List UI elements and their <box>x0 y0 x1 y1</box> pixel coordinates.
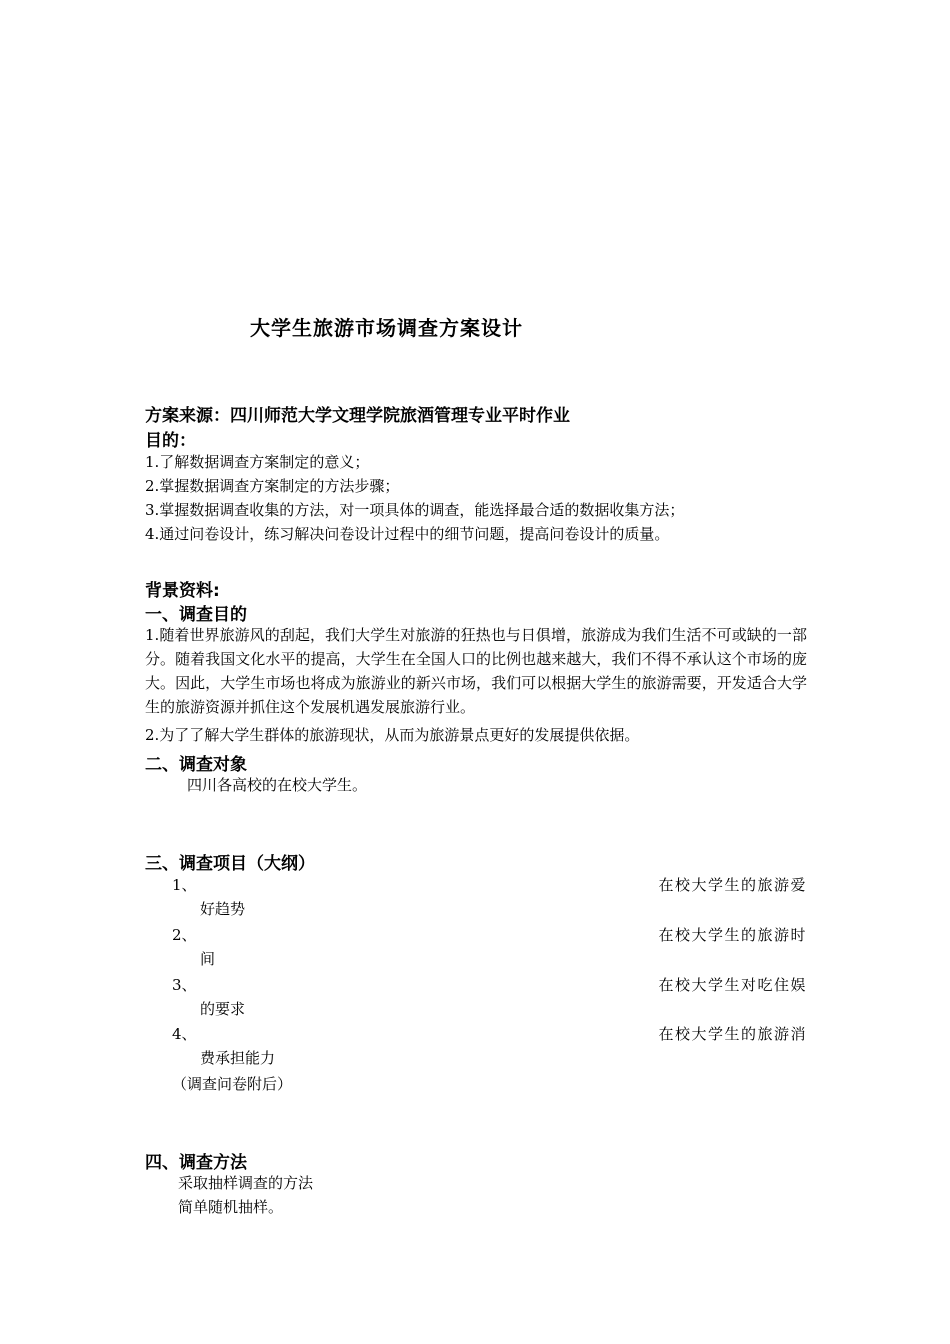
purpose-item: 1.了解数据调查方案制定的意义； <box>145 453 370 471</box>
method-line-2: 简单随机抽样。 <box>178 1198 284 1216</box>
objective-paragraph-1: 1.随着世界旅游风的刮起，我们大学生对旅游的狂热也与日俱增，旅游成为我们生活不可或缺的一部分。随着我国文化水平的提高，大学生在全国人口的比例也越来越大，我们不得不承认这个市场的庞大。因此，大学生市场也将成为旅游业的新兴市场，我们可以根据大学生的旅游需要，开发适合大学生的旅游资源并抓住这个发展机遇发展旅游行业。 <box>145 626 807 716</box>
outline-item-number: 3、 <box>172 976 197 994</box>
outline-item <box>145 1022 807 1072</box>
outline-item-text: 在校大学生对吃住娱 <box>658 976 807 994</box>
outline-item-number: 4、 <box>172 1025 197 1043</box>
section-heading-method: 四、调查方法 <box>145 1153 247 1173</box>
purpose-list <box>145 450 807 546</box>
outline-item-number: 2、 <box>172 926 197 944</box>
section-heading-items: 三、调查项目（大纲） <box>145 854 315 874</box>
outline-item-text-continued: 好趋势 <box>200 900 246 918</box>
purpose-item: 3.掌握数据调查收集的方法，对一项具体的调查，能选择最合适的数据收集方法； <box>145 501 685 519</box>
outline-item-text: 在校大学生的旅游爱 <box>658 876 807 894</box>
purpose-item: 2.掌握数据调查方案制定的方法步骤； <box>145 477 400 495</box>
purpose-heading: 目的： <box>145 431 196 451</box>
outline-item-text-continued: 的要求 <box>200 1000 246 1018</box>
section-heading-target: 二、调查对象 <box>145 755 247 775</box>
outline-item-text-continued: 费承担能力 <box>200 1049 276 1067</box>
objective-paragraph-2: 2.为了了解大学生群体的旅游现状，从而为旅游景点更好的发展提供依据。 <box>145 726 640 744</box>
document-title: 大学生旅游市场调查方案设计 <box>250 316 523 340</box>
outline-item <box>145 923 807 973</box>
section-heading-objective: 一、调查目的 <box>145 605 247 625</box>
outline-item-number: 1、 <box>172 876 197 894</box>
method-line-1: 采取抽样调查的方法 <box>178 1174 314 1192</box>
outline-item-text-continued: 间 <box>200 950 216 968</box>
outline-item <box>145 973 807 1023</box>
outline-item-text: 在校大学生的旅游时 <box>658 926 807 944</box>
questionnaire-note: （调查问卷附后） <box>172 1075 293 1093</box>
target-text: 四川各高校的在校大学生。 <box>187 776 368 794</box>
outline-item <box>145 873 807 923</box>
source-line: 方案来源：四川师范大学文理学院旅酒管理专业平时作业 <box>145 406 570 426</box>
background-heading: 背景资料: <box>145 581 220 601</box>
outline-item-text: 在校大学生的旅游消 <box>658 1025 807 1043</box>
purpose-item: 4.通过问卷设计，练习解决问卷设计过程中的细节问题，提高问卷设计的质量。 <box>145 525 670 543</box>
